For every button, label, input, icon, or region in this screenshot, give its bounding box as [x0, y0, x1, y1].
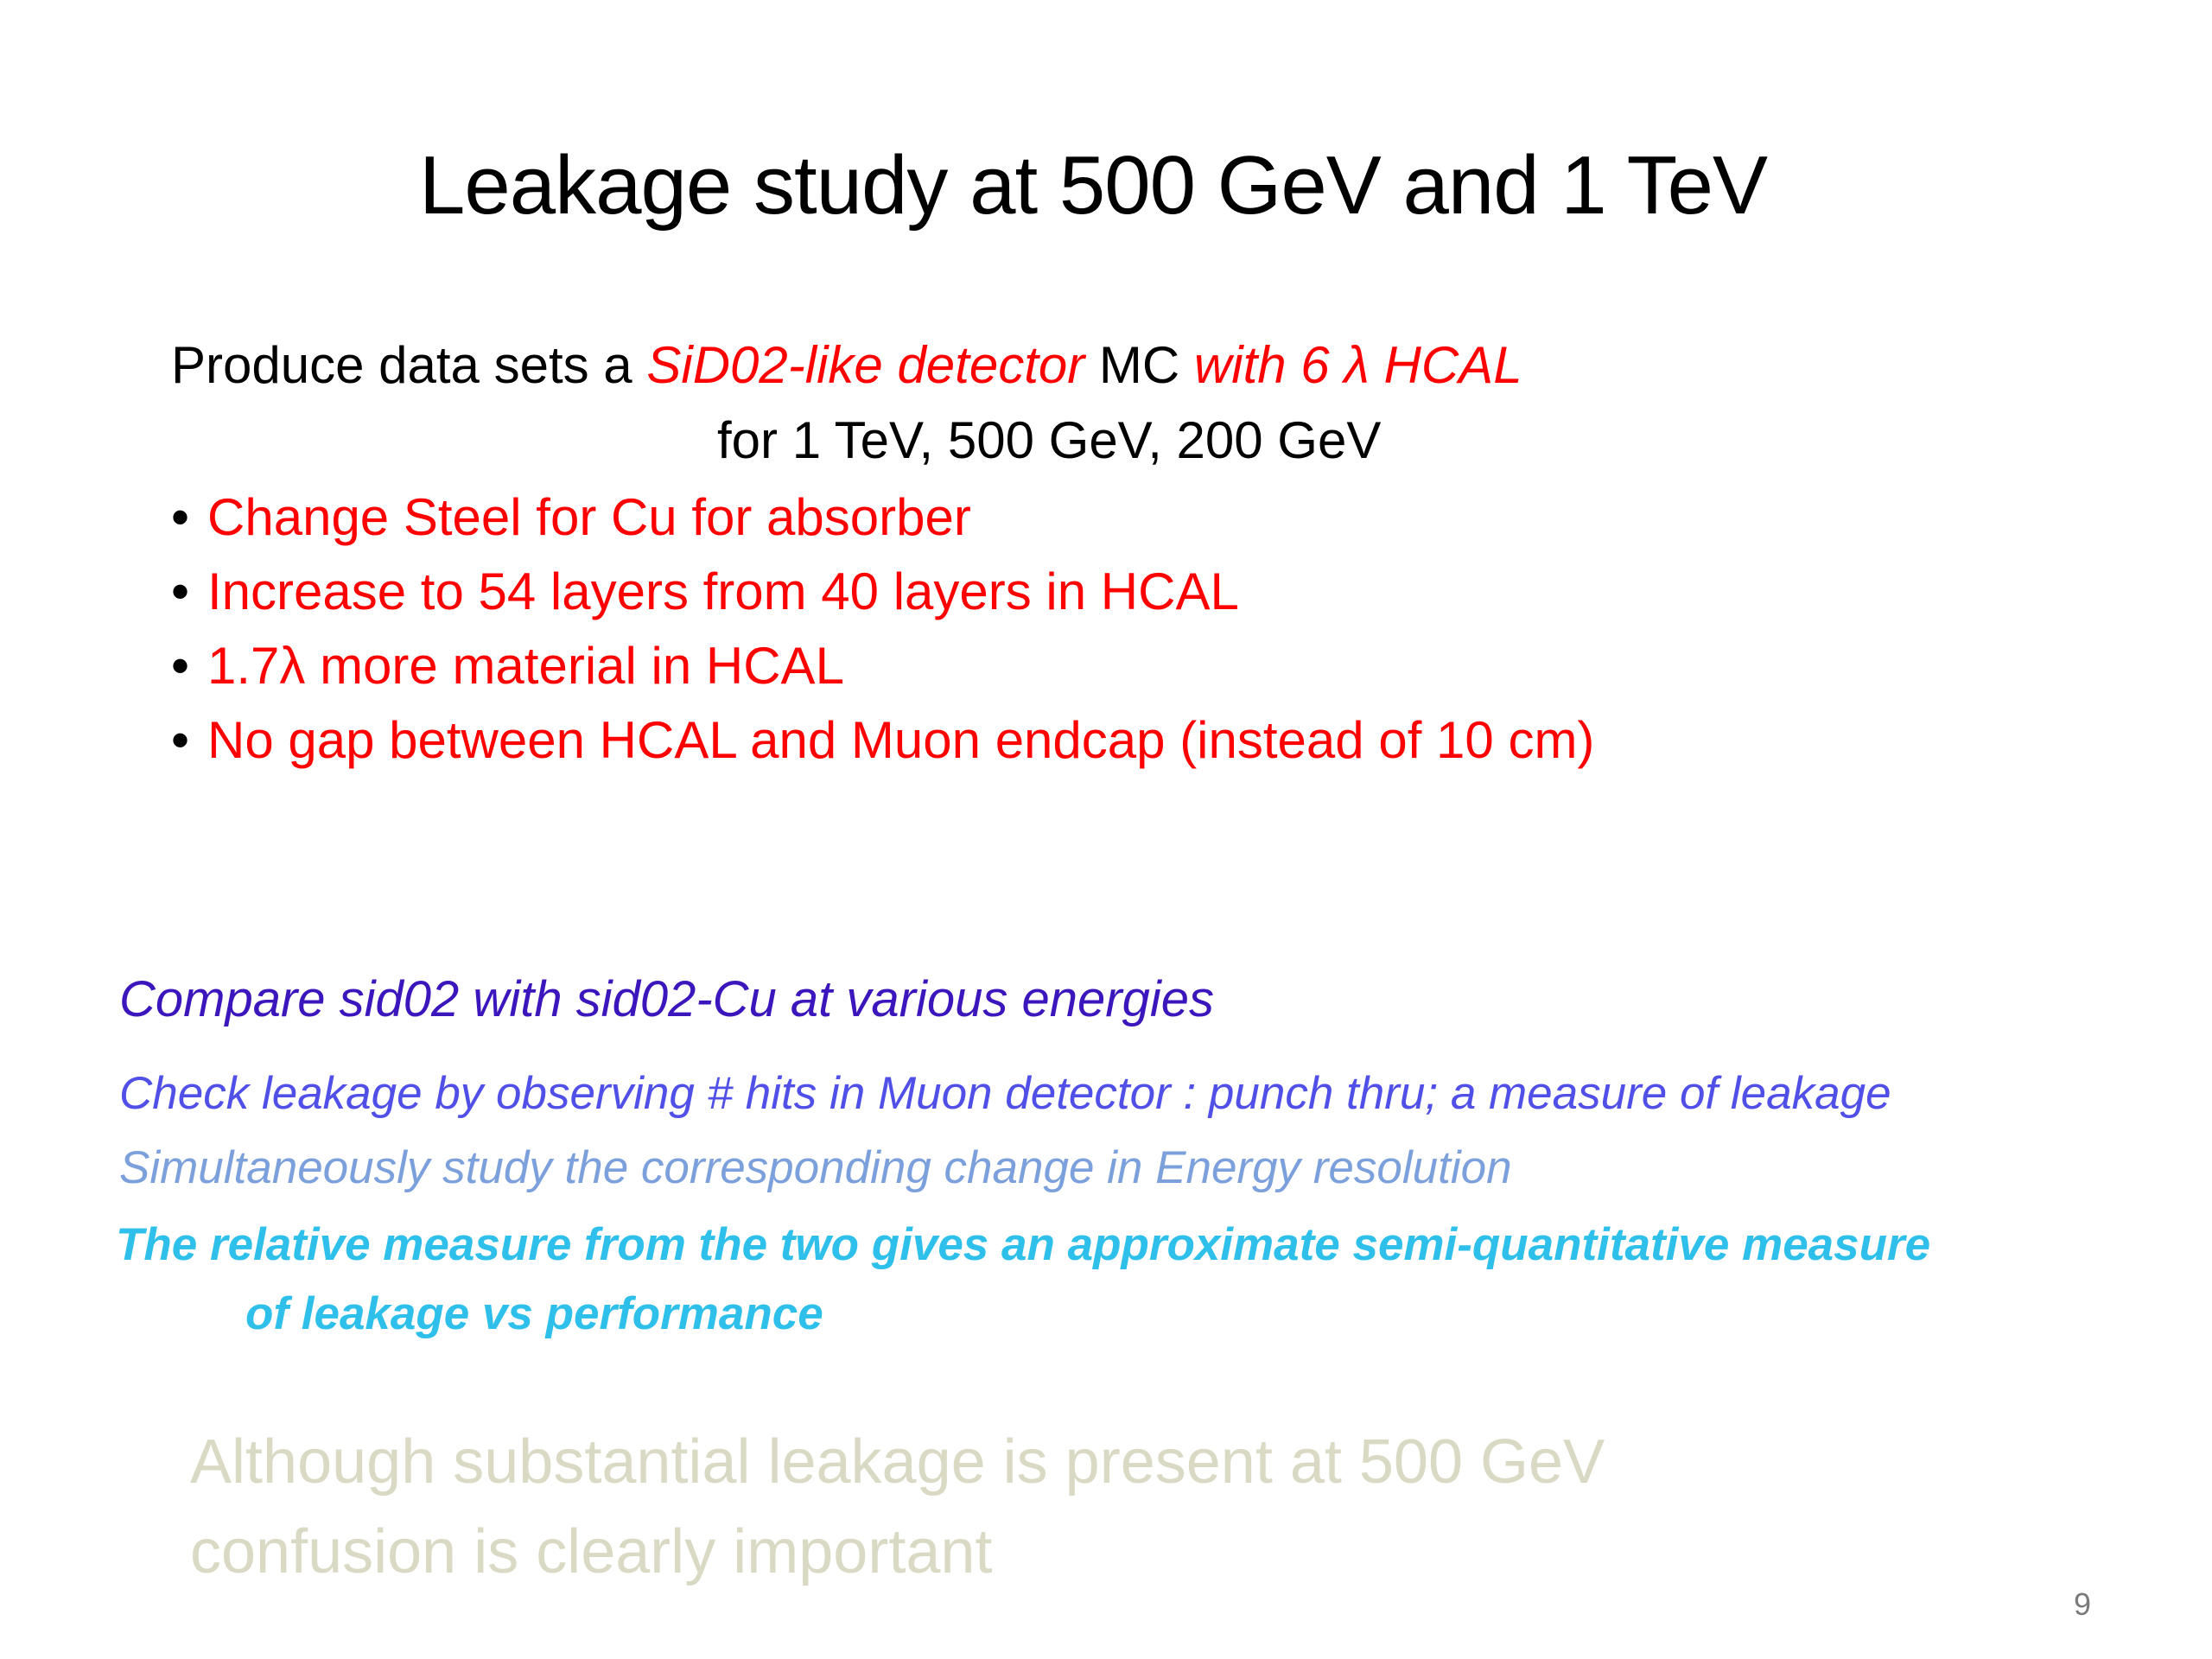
bullet-dot: • [171, 488, 190, 546]
page-number: 9 [2074, 1586, 2092, 1622]
relative-line-2: of leakage vs performance [245, 1288, 823, 1339]
intro-text-3: MC [1084, 336, 1194, 394]
bullet-text: 1.7λ more material in HCAL [207, 637, 844, 695]
intro-detector: SiD02-like detector [646, 336, 1085, 394]
bullet-text: No gap between HCAL and Muon endcap (instead of 10 cm) [207, 711, 1595, 769]
bullet-item [171, 555, 1594, 629]
bullet-list [171, 480, 1594, 778]
relative-line-1: The relative measure from the two gives an approximate semi-quantitative measure [116, 1219, 1931, 1270]
relative-measure-text [116, 1211, 2103, 1349]
compare-text: Compare sid02 with sid02-Cu at various energies [119, 971, 1214, 1027]
bullet-item [171, 629, 1594, 703]
conclusion-line-1: Although substantial leakage is present at 500 GeV [190, 1427, 1605, 1497]
bullet-dot: • [171, 563, 190, 620]
slide-title: Leakage study at 500 GeV and 1 TeV [418, 139, 1768, 232]
conclusion-text [190, 1417, 1605, 1597]
intro-hcal: with 6 λ HCAL [1193, 336, 1522, 394]
intro-energies: for 1 TeV, 500 GeV, 200 GeV [717, 411, 1382, 469]
bullet-item [171, 480, 1594, 555]
bullet-dot: • [171, 711, 190, 769]
intro-text-1: Produce data sets a [171, 336, 647, 394]
bullet-text: Increase to 54 layers from 40 layers in HCAL [207, 563, 1239, 620]
conclusion-line-2: confusion is clearly important [190, 1517, 993, 1586]
simultaneous-text: Simultaneously study the corresponding change in Energy resolution [119, 1142, 1512, 1193]
check-leakage-text: Check leakage by observing # hits in Muon detector : punch thru; a measure of leakage [119, 1068, 1891, 1119]
intro-line [171, 331, 1522, 400]
bullet-dot: • [171, 637, 190, 695]
bullet-item [171, 703, 1594, 778]
bullet-text: Change Steel for Cu for absorber [207, 488, 971, 546]
